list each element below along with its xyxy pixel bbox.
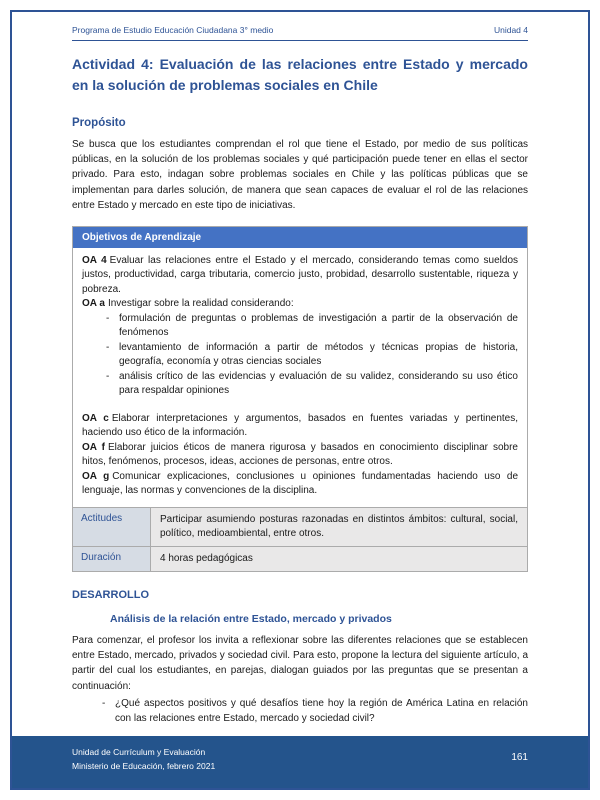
actitudes-label-cell: Actitudes bbox=[73, 508, 151, 546]
oa-item-a bbox=[82, 297, 518, 312]
header-divider bbox=[72, 40, 528, 41]
dash-bullet: - bbox=[106, 370, 110, 382]
oa-text: Elaborar juicios éticos de manera rigurosa y basados en conocimiento disciplinar sobre hitos, fenómenos, procesos, ideas, acciones de personas, entre otros. bbox=[82, 441, 518, 468]
oa-item-g bbox=[82, 470, 518, 499]
page-content bbox=[12, 12, 588, 726]
footer-ministry: Ministerio de Educación, febrero 2021 bbox=[72, 761, 216, 772]
oa-label: OA g bbox=[82, 470, 110, 482]
actitudes-value-cell: Participar asumiendo posturas razonadas en distintos ámbitos: cultural, social, político, medioambiental, entre otros. bbox=[151, 508, 527, 546]
header-program-title: Programa de Estudio Educación Ciudadana 3° medio bbox=[72, 25, 274, 35]
oa-bullet-text: análisis crítico de las evidencias y evaluación de su validez, considerando su uso ético para respaldar opiniones bbox=[119, 370, 518, 397]
oa-label: OA 4 bbox=[82, 254, 107, 266]
page-header bbox=[72, 25, 528, 35]
oa-bullet-text: levantamiento de información a partir de métodos y técnicas propias de historia, geografía, economía y otras ciencias sociales bbox=[119, 341, 518, 368]
page-footer bbox=[12, 736, 588, 788]
oa-item-f bbox=[82, 441, 518, 470]
oa-label: OA f bbox=[82, 441, 105, 453]
duracion-value-cell: 4 horas pedagógicas bbox=[151, 547, 527, 571]
footer-department: Unidad de Currículum y Evaluación bbox=[72, 747, 206, 757]
oa-a-bullet bbox=[82, 341, 518, 370]
header-unit-label: Unidad 4 bbox=[493, 25, 528, 35]
objetivos-table bbox=[72, 226, 528, 572]
oa-a-bullet bbox=[82, 370, 518, 399]
footer-left-block bbox=[72, 745, 215, 788]
analisis-subheading: Análisis de la relación entre Estado, mercado y privados bbox=[110, 612, 392, 625]
desarrollo-heading: DESARROLLO bbox=[72, 588, 149, 601]
oa-a-bullet bbox=[82, 312, 518, 341]
oa-text: Elaborar interpretaciones y argumentos, basados en fuentes variadas y pertinentes, haciendo uso ético de la información. bbox=[82, 412, 519, 439]
oa-bullet-text: formulación de preguntas o problemas de investigación a partir de la observación de fenómenos bbox=[119, 312, 518, 339]
dash-bullet: - bbox=[102, 697, 106, 709]
desarrollo-paragraph: Para comenzar, el profesor los invita a reflexionar sobre las diferentes relaciones que se establecen entre Estado, mercado, privados y sociedad civil. Para esto, propone la lectura del siguiente artículo, a partir del cual los estudiantes, en parejas, dialogan guiados por las preguntas que se presentan a continuación: bbox=[72, 634, 528, 692]
proposito-heading: Propósito bbox=[72, 117, 126, 129]
oa-item-4 bbox=[82, 254, 518, 298]
oa-text: Investigar sobre la realidad considerando: bbox=[107, 298, 294, 310]
page-number: 161 bbox=[511, 752, 528, 763]
actitudes-row bbox=[73, 507, 527, 546]
objetivos-table-body bbox=[73, 248, 527, 507]
page-border-frame bbox=[10, 10, 590, 790]
oa-text: Evaluar las relaciones entre el Estado y el mercado, considerando temas como sueldos justos, productividad, carga tributaria, comercio justo, probidad, desarrollo sustentable, riqueza y pobreza. bbox=[82, 254, 519, 295]
question-text: ¿Qué aspectos positivos y qué desafíos tiene hoy la región de América Latina en relación con las relaciones entre Estado, mercado y sociedad civil? bbox=[115, 697, 528, 724]
oa-label: OA c bbox=[82, 412, 109, 424]
oa-label: OA a bbox=[82, 298, 105, 310]
activity-title: Actividad 4: Evaluación de las relaciones entre Estado y mercado en la solución de problemas sociales en Chile bbox=[72, 56, 528, 93]
objetivos-table-header: Objetivos de Aprendizaje bbox=[73, 227, 527, 248]
dash-bullet: - bbox=[106, 341, 110, 353]
duracion-label-cell: Duración bbox=[73, 547, 151, 571]
discussion-question bbox=[72, 696, 528, 726]
dash-bullet: - bbox=[106, 312, 110, 324]
proposito-paragraph: Se busca que los estudiantes comprendan el rol que tiene el Estado, por medio de sus políticas públicas, en la solución de los problemas sociales y qué participación puede tener en ellas el sector privado. Para esto, indagan sobre problemas sociales en Chile y las políticas públicas que se implementan para darles solución, de manera que sean capaces de evaluar el rol de las relaciones entre Estado y mercado en este tipo de iniciativas. bbox=[72, 139, 528, 211]
oa-text: Comunicar explicaciones, conclusiones u opiniones fundamentadas haciendo uso de lenguaje, las normas y convenciones de la disciplina. bbox=[82, 470, 519, 497]
duracion-row bbox=[73, 546, 527, 571]
oa-item-c bbox=[82, 412, 518, 441]
